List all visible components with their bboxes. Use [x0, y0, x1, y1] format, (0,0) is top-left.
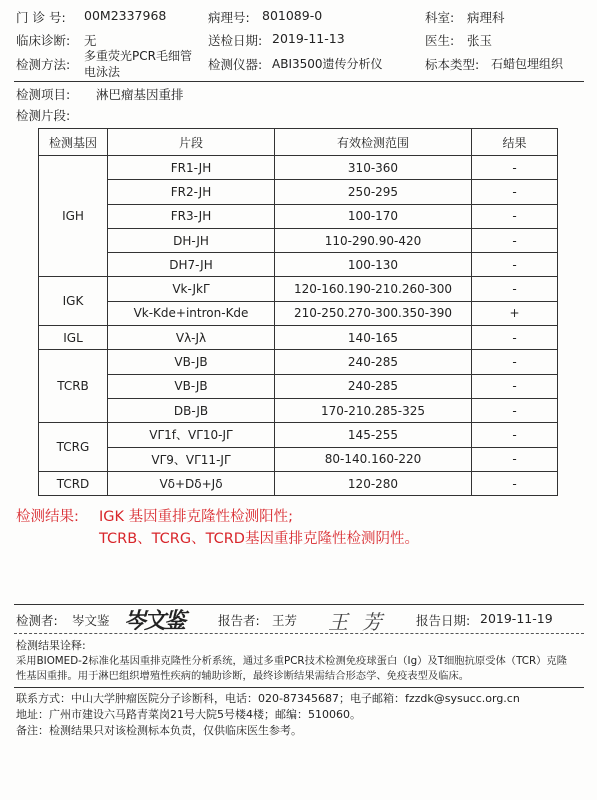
fragment-cell: Vk-JkΓ: [108, 277, 275, 301]
diagnosis-value: 无: [84, 33, 97, 48]
report-date-value: 2019-11-19: [480, 611, 553, 626]
tester-name: 岑文鉴: [72, 613, 110, 628]
header-range: 有效检测范围: [275, 129, 472, 156]
range-cell: 100-130: [275, 253, 472, 277]
contact-address: 地址：广州市建设六马路青菜岗21号大院5号楼4楼；邮编：510060。: [16, 708, 361, 721]
fragment-cell: VB-JB: [108, 350, 275, 374]
header-divider: [14, 81, 584, 82]
contact-divider: [14, 687, 584, 688]
range-cell: 310-360: [275, 156, 472, 180]
contact-mid: ；电子邮箱：: [338, 692, 405, 705]
sample-value: 石蜡包埋组织: [491, 57, 564, 71]
range-cell: 240-285: [275, 374, 472, 398]
gene-cell: TCRG: [39, 423, 108, 472]
header-fragment: 片段: [108, 129, 275, 156]
reporter-label: 报告者:: [218, 613, 260, 628]
range-cell: 140-165: [275, 326, 472, 350]
fragment-cell: DH-JH: [108, 228, 275, 252]
gene-cell: TCRB: [39, 350, 108, 423]
tester-label: 检测者:: [16, 613, 58, 628]
report-date-label: 报告日期:: [416, 613, 471, 628]
reporter-name: 王芳: [272, 613, 298, 628]
fragment-cell: VΓ1f、VΓ10-JΓ: [108, 423, 275, 447]
range-cell: 170-210.285-325: [275, 398, 472, 422]
fragment-cell: Vδ+Dδ+Jδ: [108, 471, 275, 495]
notes-title: 检测结果诠释:: [16, 639, 86, 652]
range-cell: 80-140.160-220: [275, 447, 472, 471]
project-label: 检测项目:: [16, 87, 71, 102]
fragments-label: 检测片段:: [16, 108, 71, 123]
notes-line1: 采用BIOMED-2标准化基因重排克隆性分析系统，通过多重PCR技术检测免疫球蛋白（Ig）及T细胞抗原受体（TCR）克隆: [16, 655, 568, 667]
fragment-cell: DB-JB: [108, 398, 275, 422]
header-result: 结果: [472, 129, 558, 156]
fragment-cell: VΓ9、VΓ11-JΓ: [108, 447, 275, 471]
diagnosis-label: 临床诊断:: [16, 33, 71, 48]
method-value-line1: 多重荧光PCR毛细管: [84, 49, 192, 63]
conclusion-line2: TCRB、TCRG、TCRD基因重排克隆性检测阴性。: [99, 531, 419, 547]
fragment-cell: Vλ-Jλ: [108, 326, 275, 350]
contact-phone: 020-87345687: [258, 692, 339, 705]
instrument-value: ABI3500遗传分析仪: [272, 57, 383, 71]
method-label: 检测方法:: [16, 57, 71, 72]
gene-cell: IGL: [39, 326, 108, 350]
gene-cell: TCRD: [39, 471, 108, 495]
signature-bottom-divider: [14, 633, 584, 634]
table-row: [39, 374, 558, 398]
table-row: [39, 447, 558, 471]
table-row: [39, 326, 558, 350]
range-cell: 240-285: [275, 350, 472, 374]
gene-cell: IGK: [39, 277, 108, 326]
results-table: [38, 128, 558, 496]
table-row: [39, 398, 558, 422]
header-gene: 检测基因: [39, 129, 108, 156]
doctor-value: 张玉: [467, 33, 493, 48]
outpatient-label: 门 诊 号:: [16, 10, 66, 25]
table-row: [39, 350, 558, 374]
fragment-cell: FR3-JH: [108, 204, 275, 228]
conclusion-line1: IGK 基因重排克隆性检测阳性;: [99, 509, 294, 525]
project-value: 淋巴瘤基因重排: [96, 87, 184, 102]
contact-remark: 备注：检测结果只对该检测标本负责，仅供临床医生参考。: [16, 724, 302, 737]
table-row: [39, 204, 558, 228]
result-cell: -: [472, 350, 558, 374]
range-cell: 120-280: [275, 471, 472, 495]
dept-label: 科室:: [425, 10, 455, 25]
fragment-cell: Vk-Kde+intron-Kde: [108, 301, 275, 325]
result-cell: -: [472, 180, 558, 204]
result-cell: -: [472, 228, 558, 252]
table-row: [39, 156, 558, 180]
result-cell: -: [472, 253, 558, 277]
result-cell: -: [472, 156, 558, 180]
range-cell: 210-250.270-300.350-390: [275, 301, 472, 325]
range-cell: 250-295: [275, 180, 472, 204]
table-row: [39, 253, 558, 277]
notes-line2: 性基因重排。用于淋巴组织增殖性疾病的辅助诊断，最终诊断结果需结合形态学、免疫表型及临床。: [16, 670, 470, 682]
result-cell: -: [472, 374, 558, 398]
result-cell: -: [472, 447, 558, 471]
signature-top-divider: [14, 604, 584, 605]
tester-signature: 岑文鉴: [124, 608, 185, 634]
contact-email[interactable]: fzzdk@sysucc.org.cn: [404, 692, 520, 705]
fragment-cell: DH7-JH: [108, 253, 275, 277]
pathology-value: 801089-0: [262, 8, 323, 23]
result-cell: +: [472, 301, 558, 325]
table-row: [39, 423, 558, 447]
gene-cell: IGH: [39, 156, 108, 277]
result-cell: -: [472, 277, 558, 301]
range-cell: 120-160.190-210.260-300: [275, 277, 472, 301]
table-row: [39, 180, 558, 204]
sample-label: 标本类型:: [425, 57, 480, 72]
outpatient-value: 00M2337968: [84, 8, 167, 23]
table-header-row: [39, 129, 558, 156]
dept-value: 病理科: [467, 10, 505, 25]
method-value-line2: 电泳法: [84, 65, 121, 79]
range-cell: 110-290.90-420: [275, 228, 472, 252]
table-row: [39, 301, 558, 325]
reporter-signature: 王芳: [328, 610, 396, 634]
contact-prefix: 联系方式：中山大学肿瘤医院分子诊断科，电话：: [16, 692, 258, 705]
date-value: 2019-11-13: [272, 31, 345, 46]
table-row: [39, 277, 558, 301]
table-row: [39, 471, 558, 495]
date-label: 送检日期:: [208, 33, 263, 48]
fragment-cell: FR2-JH: [108, 180, 275, 204]
result-cell: -: [472, 423, 558, 447]
doctor-label: 医生:: [425, 33, 455, 48]
instrument-label: 检测仪器:: [208, 57, 263, 72]
fragment-cell: FR1-JH: [108, 156, 275, 180]
range-cell: 145-255: [275, 423, 472, 447]
fragment-cell: VB-JB: [108, 374, 275, 398]
table-row: [39, 228, 558, 252]
contact-line: [16, 691, 520, 707]
result-cell: -: [472, 326, 558, 350]
pathology-label: 病理号:: [208, 10, 250, 25]
conclusion-label: 检测结果:: [16, 509, 79, 525]
result-cell: -: [472, 398, 558, 422]
result-cell: -: [472, 471, 558, 495]
result-cell: -: [472, 204, 558, 228]
range-cell: 100-170: [275, 204, 472, 228]
